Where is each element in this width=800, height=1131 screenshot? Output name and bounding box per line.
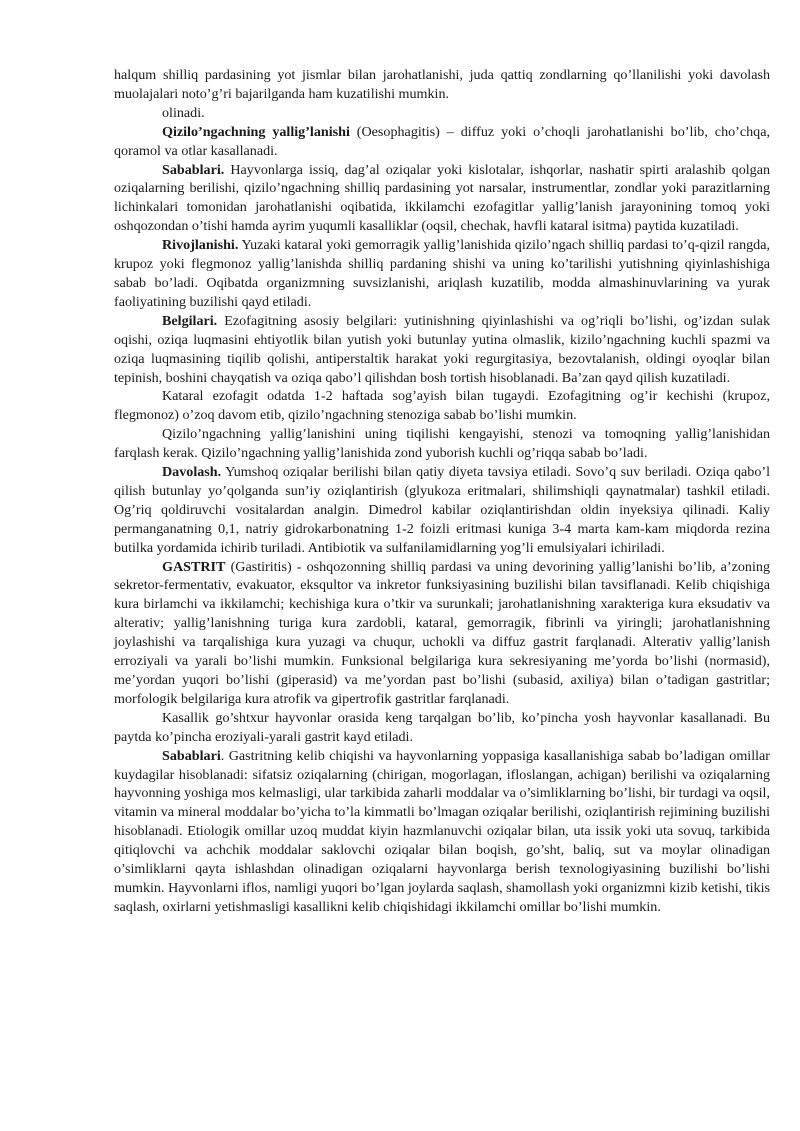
paragraph-fragment	[114, 104, 770, 123]
paragraph-causes	[114, 161, 770, 237]
paragraph-text: (Oesophagitis) – diffuz yoki o’choqli jarohatlanishi bo’lib, cho’chqa, qoramol va otlar kasallanadi.	[114, 123, 770, 159]
paragraph-heading: Sabablari.	[162, 161, 225, 178]
paragraph-development	[114, 236, 770, 312]
paragraph-gastritis-definition	[114, 558, 770, 709]
paragraph-heading: GASTRIT	[162, 558, 226, 575]
paragraph-heading: Sabablari	[162, 747, 221, 764]
paragraph-text: Kasallik go’shtxur hayvonlar orasida keng tarqalgan bo’lib, ko’pincha yosh hayvonlar kasallanadi. Bu paytda ko’pincha eroziyali-yarali gastrit kayd etiladi.	[114, 709, 770, 745]
paragraph-text: . Gastritning kelib chiqishi va hayvonlarning yoppasiga kasallanishiga sabab bo’ladigan omillar kuydagilar hisoblanadi: sifatsiz oziqalarning (chirigan, mogorlagan, ifloslangan, achigan) berilishi va oziqalarning hayvonning yoshiga mos kelmasligi, ular tarkibida zaharli moddalar va o’simliklarning bo’lishi, bir turdagi va oqsil, vitamin va mineral moddalar bo’yicha to’la kimmatli bo’lmagan oziqalar berilishi, oziqlantirish rejimining buzilishi hisoblanadi. Etiologik omillar uzoq muddat kiyin hazmlanuvchi oziqalar bilan, uta issik yoki uta sovuq, tarkibida qitiqlovchi va achchik moddalar saklovchi oziqalar bilan boqish, go’sht, baliq, sut va moylar olinadigan o’simliklarni qayta ishlashdan olinadigan oziqalarni hayvonlarga berish texnologiyasining buzilishi bo’lishi mumkin. Hayvonlarni iflos, namligi yuqori bo’lgan joylarda saqlash, shamollash yoki organizmni kizib ketishi, tikis saqlash, oxirlarni yetishmasligi kasallikni kelib chiqishidagi ikkilamchi omillar bo’lishi mumkin.	[114, 747, 770, 915]
paragraph-treatment	[114, 463, 770, 558]
paragraph-text: Kataral ezofagit odatda 1-2 haftada sog’ayish bilan tugaydi. Ezofagitning og’ir kechishi (krupoz, flegmonoz) o’zoq davom etib, qizilo’ngachning stenoziga sabab bo’lishi mumkin.	[114, 388, 770, 424]
paragraph-text: olinadi.	[162, 104, 205, 121]
paragraph-text: Yuzaki kataral yoki gemorragik yallig’lanishida qizilo’ngach shilliq pardasi to’q-qizil rangda, krupoz yoki flegmonoz yallig’lanishda shilliq pardaning shishi va uning ko’tarilishi yutishning qiyinlashishiga sabab bo’ladi. Oqibatda organizmning suvsizlanishi, ariqlash kuzatilib, modda almashinuvlarining va yurak faoliyatining buzilishi qayd etiladi.	[114, 237, 770, 310]
paragraph-heading: Belgilari.	[162, 312, 218, 329]
paragraph-text: Yumshoq oziqalar berilishi bilan qatiy diyeta tavsiya etiladi. Sovo’q suv beriladi. Oziqa qabo’l qilish butunlay yo’qolganda sun’iy oziqlantirish (glyukoza eritmalari, shilimshiqli qaynatmalar) tashkil etiladi. Og’riq qoldiruvchi vositalardan analgin. Dimedrol kabilar oziqlantirishdan oldin inyeksiya qilinadi. Kaliy permanganatning 0,1, natriy gidrokarbonatning 1-2 foizli eritmasi kuniga 3-4 marta kam-kam miqdorda rezina butilka yordamida ichirib turiladi. Antibiotik va sulfanilamidlarning yog’li emulsiyalari ichiriladi.	[114, 464, 770, 556]
paragraph-symptoms	[114, 312, 770, 388]
paragraph-course	[114, 387, 770, 425]
paragraph-text: Hayvonlarga issiq, dag’al oziqalar yoki kislotalar, ishqorlar, nashatir spirti aralashib qolgan oziqalarning berilishi, qizilo’ngachning shilliq pardasining yot narsalar, instrumentlar, zondlar yoki parazitlarning lichinkalari tomonidan jarohatlanishi oqibatida, ikkilamchi ezofagitlar yallig’lanish jarayonining tomoq yoki oshqozondan o’tishi hamda ayrim yuqumli kasalliklar (oqsil, chechak, havfli kataral isitma) paytida kuzatiladi.	[114, 161, 770, 235]
paragraph-text: halqum shilliq pardasining yot jismlar bilan jarohatlanishi, juda qattiq zondlarning qo’llanilishi yoki davolash muolajalari noto’g’ri bajarilganda ham kuzatilishi mumkin.	[114, 67, 770, 102]
paragraph-gastritis-prevalence	[114, 709, 770, 747]
paragraph-heading: Rivojlanishi.	[162, 237, 239, 254]
paragraph-intro	[114, 66, 770, 104]
paragraph-text: Ezofagitning asosiy belgilari: yutinishning qiyinlashishi va og’riqli bo’lishi, og’izdan sulak oqishi, oziqa luqmasini ehtiyotlik bilan yutish yoki butunlay yutina olmaslik, kizilo’ngachning kuchli spazmi va oziqa luqmasining tiqilib qolishi, antiperstaltik harakat yoki regurgitasiya, bezovtalanish, oldingi oyoqlar bilan tepinish, boshini chayqatish va oziqa qabo’l qilishdan bosh tortish hisoblanadi. Ba’zan qayd qilish kuzatiladi.	[114, 312, 770, 386]
paragraph-text: (Gastiritis) - oshqozonning shilliq pardasi va uning devorining yallig’lanishi bo’lib, a’zoning sekretor-fermentativ, evakuator, eksqultor va inkretor funksiyasining buzilishi bilan tavsiflanadi. Kelib chiqishiga kura birlamchi va ikkilamchi; kechishiga kura o’tkir va surunkali; jarohatlanishning xarakteriga kura eksudativ va alterativ; yallig’lanishning turiga kura zardobli, kataral, gemorragik, fibrinli va yiringli; jarohatlanishning joylashishi va tarqalishiga kura yuzagi va chuqur, uchokli va diffuz gastrit farqlanadi. Alterativ yallig’lanish erroziyali va yarali bo’lishi mumkin. Funksional belgilariga kura sekresiyaning me’yorda bo’lishi (normasid), me’yordan yuqori bo’lishi (giperasid) va me’yordan past bo’lishi (subasid, axiliya) bilan o’tadigan gastritlar; morfologik belgilariga kura atrofik va gipertrofik gastritlar farqlanadi.	[114, 558, 770, 707]
paragraph-gastritis-causes	[114, 747, 770, 917]
paragraph-text: Qizilo’ngachning yallig’lanishini uning tiqilishi kengayishi, stenozi va tomoqning yallig’lanishidan farqlash kerak. Qizilo’ngachning yallig’lanishida zond yuborish kuchli og’riqqa sabab bo’ladi.	[114, 426, 770, 462]
paragraph-oesophagitis-definition	[114, 123, 770, 161]
paragraph-heading: Davolash.	[162, 464, 222, 481]
paragraph-differential	[114, 425, 770, 463]
paragraph-heading: Qizilo’ngachning yallig’lanishi	[162, 123, 350, 140]
